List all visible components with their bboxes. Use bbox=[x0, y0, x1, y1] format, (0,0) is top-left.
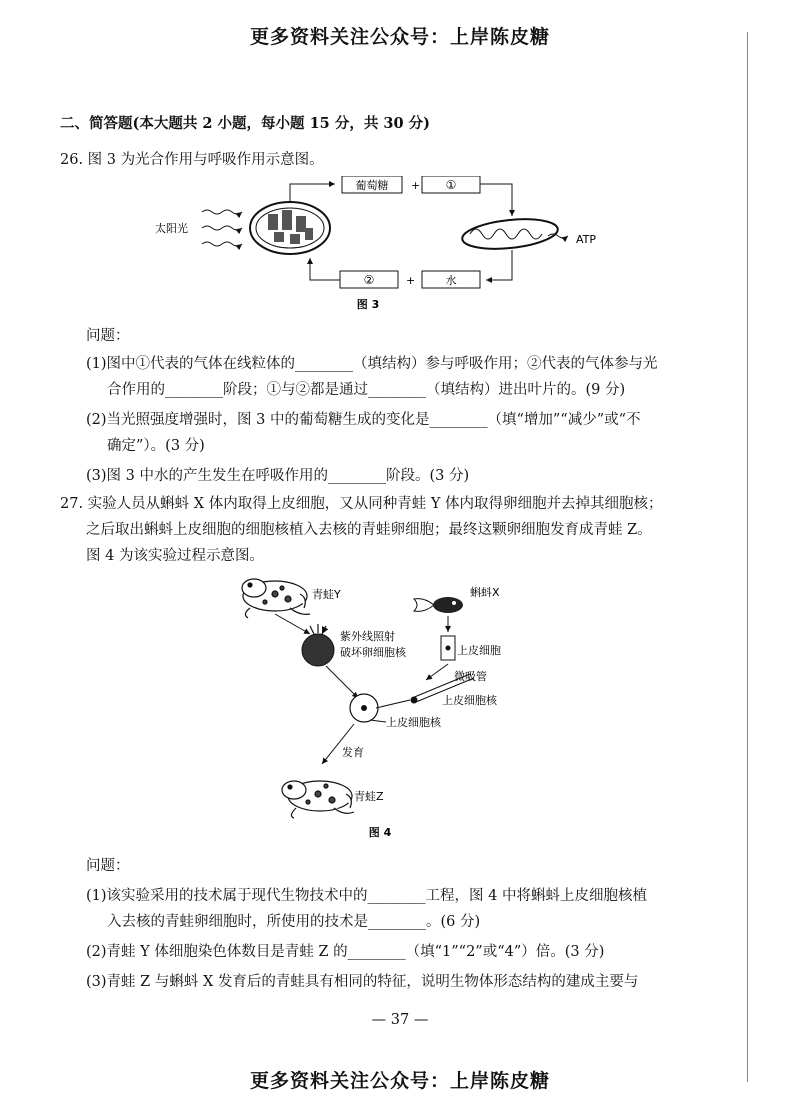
footer-banner: 更多资料关注公众号：上岸陈皮糖 bbox=[249, 1070, 550, 1092]
tadpole-x-icon bbox=[414, 597, 463, 613]
circle-1-box-label: ① bbox=[445, 178, 457, 192]
section-title: 二、简答题(本大题共 2 小题，每小题 15 分，共 30 分) bbox=[60, 115, 430, 132]
atp-label: ATP bbox=[576, 233, 597, 246]
uv-label-line1: 紫外线照射 bbox=[340, 630, 395, 643]
q27-sub2-line1: (2)青蛙 Y 体细胞染色体数目是青蛙 Z 的________（填“1”“2”或“4”）倍。(3 分) bbox=[86, 944, 605, 960]
header-banner: 更多资料关注公众号：上岸陈皮糖 bbox=[249, 26, 550, 48]
tadpole-x-label: 蝌蚪X bbox=[470, 586, 500, 599]
sunlight-rays bbox=[202, 210, 242, 246]
q26-sub2-line1: (2)当光照强度增强时，图 3 中的葡萄糖生成的变化是________（填“增加”“减少”或“不 bbox=[86, 412, 641, 428]
q27-sub1-line2: 入去核的青蛙卵细胞时，所使用的技术是________。(6 分) bbox=[107, 914, 481, 930]
frog-z-icon bbox=[282, 781, 354, 818]
q27-line3: 图 4 为该实验过程示意图。 bbox=[86, 548, 264, 564]
q27-sub3-line1: (3)青蛙 Z 与蝌蚪 X 发育后的青蛙具有相同的特征，说明生物体形态结构的建成主要与 bbox=[86, 974, 639, 990]
epithelial-cell-label: 上皮细胞 bbox=[457, 644, 501, 657]
figure-3 bbox=[150, 176, 610, 316]
micropipette-label: 微吸管 bbox=[454, 670, 487, 683]
q27-line1: 27. 实验人员从蝌蚪 X 体内取得上皮细胞，又从同种青蛙 Y 体内取得卵细胞并去掉其细胞核； bbox=[60, 496, 663, 512]
chloroplast-icon bbox=[250, 202, 330, 254]
frog-y-label: 青蛙Y bbox=[312, 588, 341, 601]
mitochondrion-icon bbox=[461, 215, 559, 253]
figure-4 bbox=[230, 574, 530, 844]
water-box-label: 水 bbox=[445, 274, 457, 287]
q27-questions-label: 问题： bbox=[86, 858, 130, 874]
q27-sub1-line1: (1)该实验采用的技术属于现代生物技术中的________工程，图 4 中将蝌蚪上皮细胞核植 bbox=[86, 888, 647, 904]
q26-sub1-line2: 合作用的________阶段；①与②都是通过________（填结构）进出叶片的。(9 分) bbox=[107, 382, 626, 398]
figure-4-caption: 图 4 bbox=[368, 826, 392, 839]
develop-label: 发育 bbox=[342, 746, 364, 759]
page-edge-rule bbox=[747, 32, 748, 1082]
epithelial-nucleus-label-2: 上皮细胞核 bbox=[386, 716, 441, 729]
q26-sub1-line1: (1)图中①代表的气体在线粒体的________（填结构）参与呼吸作用；②代表的气体参与光 bbox=[86, 356, 658, 372]
circle-2-box-label: ② bbox=[363, 273, 375, 287]
q26-stem: 26. 图 3 为光合作用与呼吸作用示意图。 bbox=[60, 152, 324, 168]
figure-3-caption: 图 3 bbox=[356, 298, 380, 311]
frog-y-icon bbox=[242, 579, 310, 618]
frog-z-label: 青蛙Z bbox=[354, 790, 384, 803]
q26-sub3-line1: (3)图 3 中水的产生发生在呼吸作用的________阶段。(3 分) bbox=[86, 468, 470, 484]
uv-egg-icon bbox=[302, 624, 334, 666]
plus-1: + bbox=[411, 179, 421, 192]
q26-sub2-line2: 确定”）。(3 分) bbox=[107, 438, 205, 454]
sunlight-label: 太阳光 bbox=[155, 222, 188, 235]
plus-2: + bbox=[406, 274, 416, 287]
page-number: — 37 — bbox=[371, 1012, 429, 1028]
epithelial-nucleus-label-1: 上皮细胞核 bbox=[442, 694, 497, 707]
q26-questions-label: 问题： bbox=[86, 328, 130, 344]
glucose-box-label: 葡萄糖 bbox=[355, 179, 389, 192]
q27-line2: 之后取出蝌蚪上皮细胞的细胞核植入去核的青蛙卵细胞；最终这颗卵细胞发育成青蛙 Z。 bbox=[86, 522, 652, 538]
uv-label-line2: 破坏卵细胞核 bbox=[340, 646, 406, 659]
